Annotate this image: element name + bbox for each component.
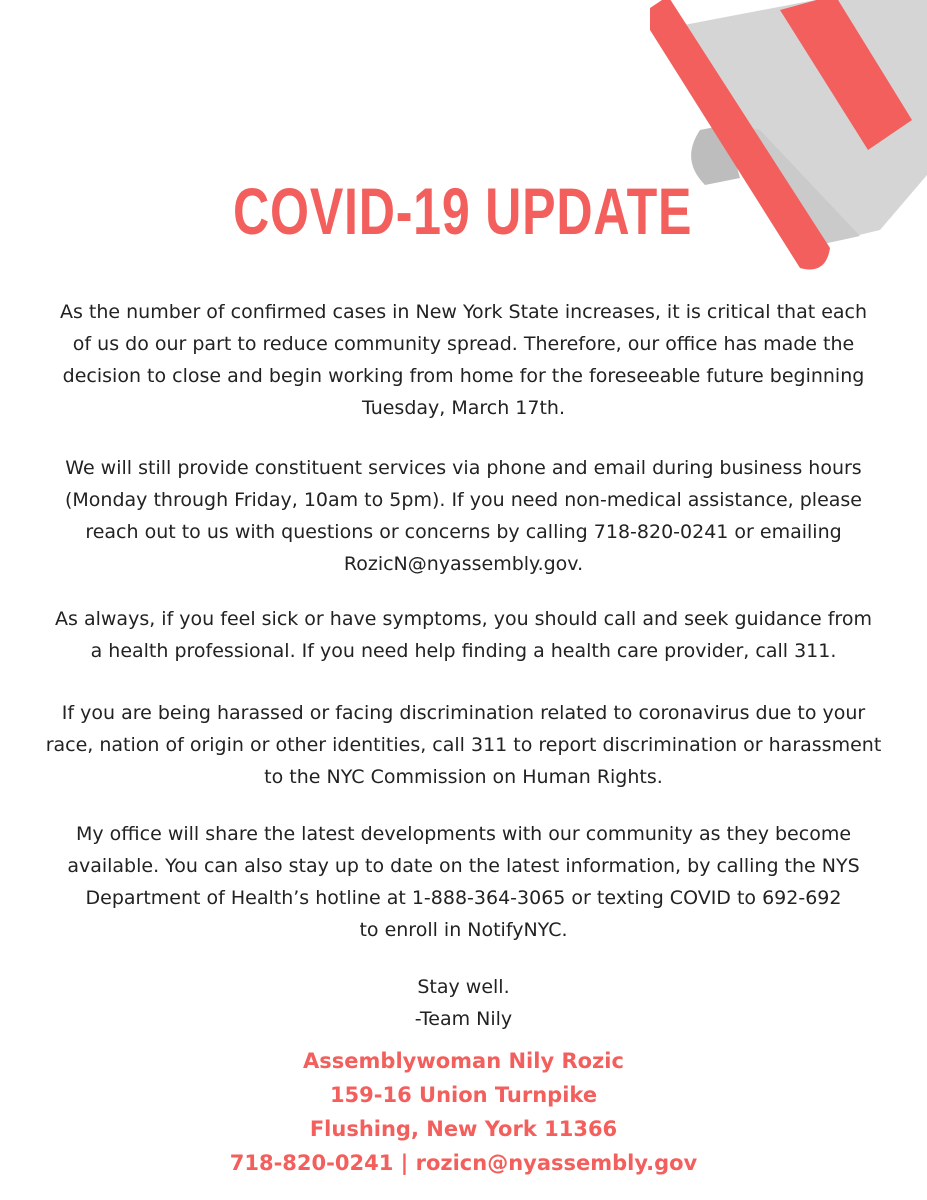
text-line: Department of Health’s hotline at 1-888-364-3065 or texting COVID to 692-692 [85, 887, 842, 909]
text-line: reach out to us with questions or concerns by calling 718-820-0241 or emailing [85, 521, 842, 543]
text-line: My office will share the latest developments with our community as they become [75, 823, 852, 845]
paragraph-discrimination [40, 697, 887, 793]
footer-contact: 718-820-0241 | rozicn@nyassembly.gov [229, 1151, 698, 1175]
text-line: Tuesday, March 17th. [361, 397, 566, 419]
closing-text: Stay well. [417, 976, 510, 998]
text-line: of us do our part to reduce community spread. Therefore, our office has made the [72, 333, 855, 355]
text-line: to enroll in NotifyNYC. [359, 919, 568, 941]
footer-street: 159-16 Union Turnpike [329, 1083, 598, 1107]
text-line: a health professional. If you need help finding a health care provider, call 311. [90, 640, 837, 662]
text-line: race, nation of origin or other identities, call 311 to report discrimination or harassment [45, 734, 882, 756]
signature-text: -Team Nily [414, 1008, 513, 1030]
text-line: RozicN@nyassembly.gov. [343, 553, 584, 575]
text-line: If you are being harassed or facing discrimination related to coronavirus due to your [61, 702, 866, 724]
signoff [40, 971, 887, 1035]
text-line: As always, if you feel sick or have symptoms, you should call and seek guidance from [55, 608, 872, 630]
megaphone-icon [0, 0, 927, 300]
paragraph-health-guidance [40, 603, 887, 667]
paragraph-constituent-services [40, 452, 887, 580]
footer-city: Flushing, New York 11366 [309, 1117, 618, 1141]
text-line: to the NYC Commission on Human Rights. [264, 766, 663, 788]
text-line: decision to close and begin working from home for the foreseeable future beginning [62, 365, 865, 387]
text-line: We will still provide constituent services via phone and email during business hours [65, 457, 862, 479]
text-line: (Monday through Friday, 10am to 5pm). If you need non-medical assistance, please [65, 489, 862, 511]
text-line: As the number of confirmed cases in New York State increases, it is critical that each [59, 301, 868, 323]
contact-footer [40, 1044, 887, 1180]
footer-name: Assemblywoman Nily Rozic [303, 1049, 624, 1073]
page-title: COVID-19 UPDATE [233, 174, 693, 248]
paragraph-latest-developments [40, 818, 887, 946]
paragraph-office-closure [40, 296, 887, 424]
text-line: available. You can also stay up to date on the latest information, by calling the NYS [67, 855, 860, 877]
